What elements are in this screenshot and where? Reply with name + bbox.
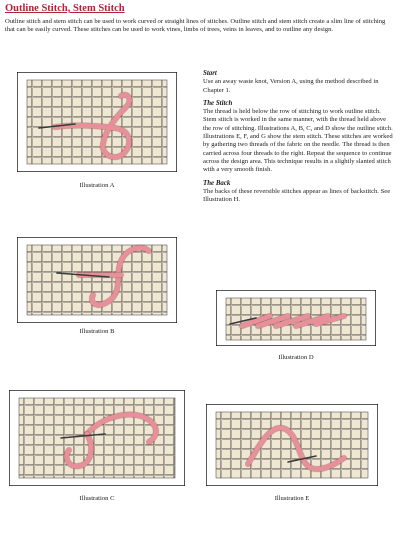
page-title: Outline Stitch, Stem Stitch [5, 3, 125, 14]
section-body-back: The backs of these reversible stitches appear as lines of backstitch. See Illustration H. [203, 187, 391, 204]
illustration-b [17, 237, 177, 323]
section-heading-back: The Back [203, 179, 231, 187]
illustration-a [17, 72, 177, 172]
mesh-area [216, 412, 368, 478]
caption-illustration-c: Illustration C [79, 495, 115, 502]
mesh-area [27, 80, 167, 164]
section-heading-start: Start [203, 70, 217, 77]
section-body-start: Use an away waste knot, Version A, using the method described in Chapter 1. [203, 78, 379, 94]
illustration-d [216, 290, 376, 346]
section-heading-stitch: The Stitch [203, 99, 233, 107]
section-body-stitch: The thread is held below the row of stitching to work outline stitch. Stem stitch is worked in the same manner, with the thread held above the row of stitching. Illustrations A, B, C, and D show the outline stitch. Illustrations E, F, and G show the stem stitch. These stitches are worked by gathering two threads of the fabric on the needle. The thread is then carried across four threads to the right. Repeat the sequence to continue across the design area. This technique results in a slightly slanted stitch with a very smooth finish. [203, 108, 393, 174]
caption-illustration-d: Illustration D [278, 354, 314, 361]
intro-paragraph: Outline stitch and stem stitch can be used to work curved or straight lines of stitches. Outline stitch and stem stitch create a slim line of stitching that can be easily curved. These stitches can be used to work vines, limbs of trees, veins in leaves, and to outline any design. [5, 18, 386, 34]
caption-illustration-e: Illustration E [274, 495, 310, 502]
instructions-column [203, 70, 393, 209]
illustration-e [206, 404, 378, 486]
caption-illustration-a: Illustration A [79, 182, 115, 189]
illustration-c [9, 390, 185, 486]
caption-illustration-b: Illustration B [79, 328, 115, 335]
